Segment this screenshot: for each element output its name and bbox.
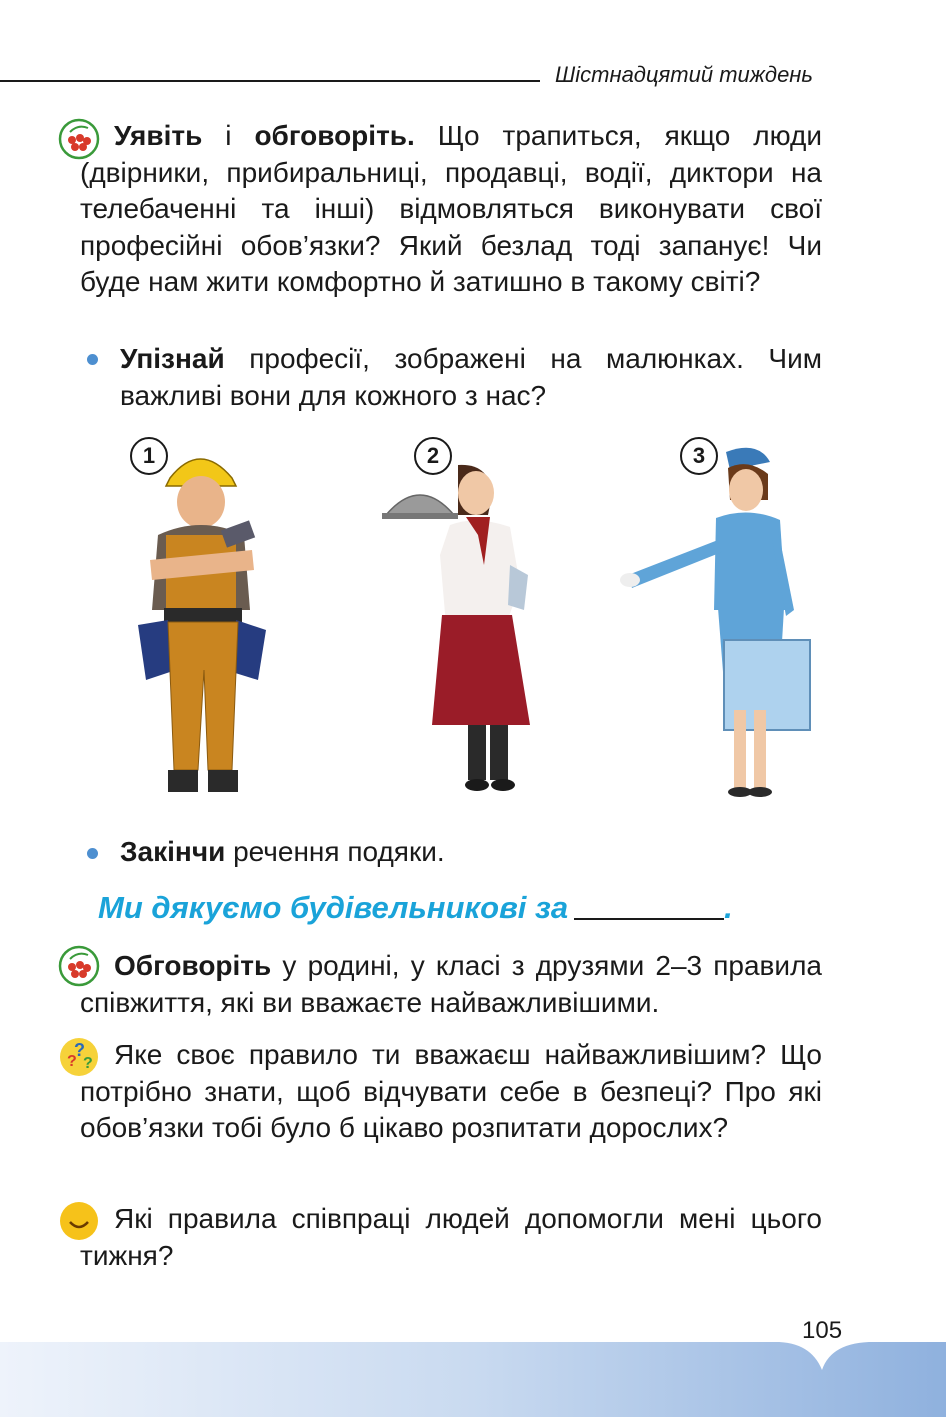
figure-number-2: 2	[414, 437, 452, 475]
svg-text:?: ?	[83, 1055, 93, 1072]
figure-number-1: 1	[130, 437, 168, 475]
gratitude-sentence: Ми дякуємо будівельникові за .	[98, 890, 733, 925]
svg-text:?: ?	[74, 1040, 85, 1060]
complete-task: Закінчи речення подяки.	[120, 836, 445, 867]
header-rule	[0, 80, 540, 82]
footer-notch	[770, 1340, 880, 1400]
question-paragraph: Яке своє правило ти вважаєш найважливішим? Що потрібно знати, щоб відчувати себе в безпеці? Про які обов’язки тобі було б цікаво розпитати дорослих?	[80, 1039, 822, 1144]
reflection-paragraph: Які правила співпраці людей допомогли мені цього тижня?	[80, 1203, 822, 1271]
fill-in-blank[interactable]	[574, 892, 724, 920]
flight-attendant-illustration	[618, 440, 818, 805]
discuss-paragraph: Уявіть і обговоріть. Що трапиться, якщо люди (двірники, прибиральниці, продавці, водії, диктори на телебаченні та інші) відмовляться виконувати свої професійні обов’язки? Який безлад тоді запанує! Чи буде нам жити комфортно й затишно в такому світі?	[80, 120, 822, 298]
discuss-rules-paragraph: Обговоріть у родині, у класі з друзями 2–3 правила співжиття, які ви вважаєте найважливішими.	[80, 950, 822, 1018]
bullet-marker	[87, 354, 98, 365]
figure-number-3: 3	[680, 437, 718, 475]
builder-illustration	[128, 440, 278, 805]
running-header: Шістнадцятий тиждень	[555, 62, 813, 87]
bullet-marker	[87, 848, 98, 859]
recognize-task: Упізнай професії, зображені на малюнках. Чим важливі вони для кожного з нас?	[120, 343, 822, 411]
svg-text:?: ?	[67, 1053, 77, 1070]
page-number: 105	[802, 1317, 843, 1344]
waitress-illustration	[380, 455, 540, 800]
